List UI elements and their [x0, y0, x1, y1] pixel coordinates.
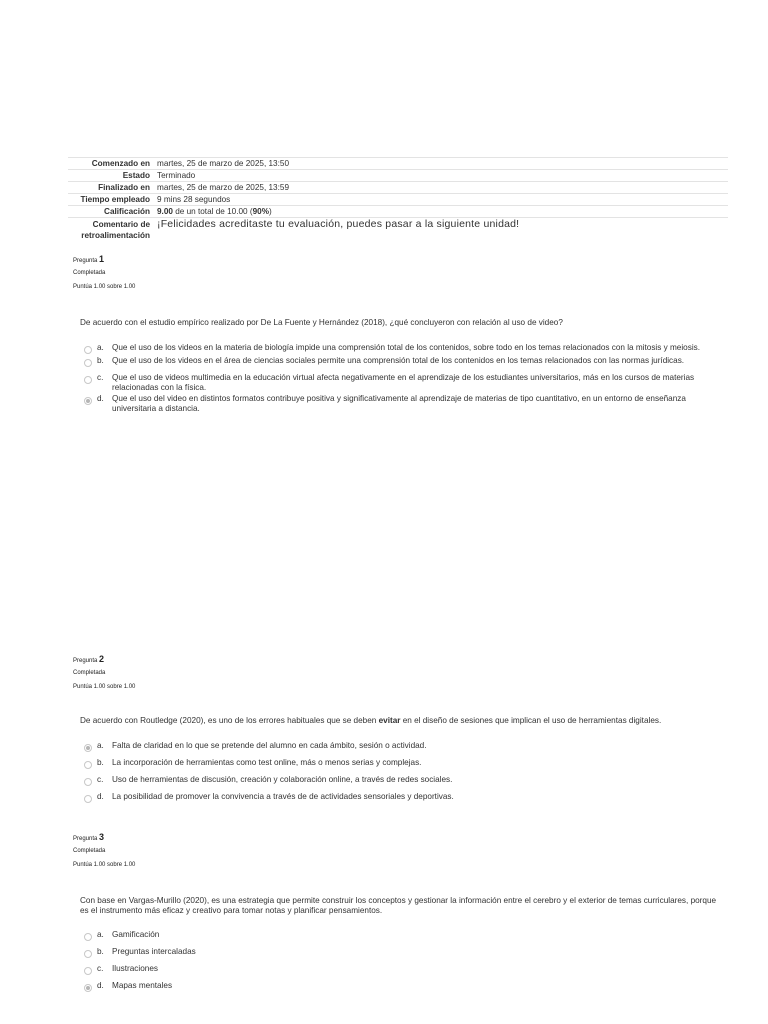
option-letter: b.	[97, 356, 104, 365]
radio-button[interactable]	[84, 359, 92, 367]
radio-button-checked[interactable]	[84, 744, 92, 752]
radio-button[interactable]	[84, 967, 92, 975]
summary-label: Comenzado en	[91, 159, 150, 168]
question-number	[73, 830, 135, 844]
option-letter: b.	[97, 758, 104, 767]
option-text: Que el uso del video en distintos formatos contribuye positiva y significativamente al aprendizaje de materias de tipo cuantitativo, en un entorno de enseñanza universitaria a distancia.	[112, 394, 686, 413]
option-letter: a.	[97, 741, 104, 750]
summary-row-finished	[68, 182, 728, 194]
radio-button[interactable]	[84, 778, 92, 786]
option-text: La incorporación de herramientas como test online, más o menos serias y complejas.	[112, 758, 422, 767]
question-text-emphasis: evitar	[378, 716, 401, 725]
answer-option[interactable]	[84, 343, 724, 354]
option-text: Falta de claridad en lo que se pretende del alumno en cada ámbito, sesión o actividad.	[112, 741, 427, 750]
grade-total: de un total de 10.00 (	[172, 207, 253, 216]
radio-button[interactable]	[84, 376, 92, 384]
summary-row-state	[68, 170, 728, 182]
option-text: Que el uso de videos multimedia en la educación virtual afecta negativamente en el aprendizaje de los estudiantes universitarios, más en los cursos de materias relacionadas con la física.	[112, 373, 695, 392]
question-score: Puntúa 1.00 sobre 1.00	[73, 684, 136, 690]
option-letter: c.	[97, 373, 104, 382]
summary-value: martes, 25 de marzo de 2025, 13:50	[157, 159, 289, 168]
question-score: Puntúa 1.00 sobre 1.00	[73, 284, 136, 290]
option-text: Que el uso de los videos en el área de ciencias sociales permite una comprensión total de los contenidos en los temas relacionados con las normas jurídicas.	[112, 356, 685, 365]
answer-options	[84, 741, 724, 803]
answer-option[interactable]	[84, 947, 724, 958]
answer-option[interactable]	[84, 964, 724, 975]
option-text: Mapas mentales	[112, 981, 173, 990]
question-text-part: De acuerdo con Routledge (2020), es uno de los errores habituales que se deben	[80, 716, 379, 725]
question-status: Completada	[73, 270, 106, 276]
question-number-value: 1	[99, 254, 105, 264]
option-text: Que el uso de los videos en la materia de biología impide una comprensión total de los contenidos, sobre todo en los temas relacionados con la mitosis y meiosis.	[112, 343, 701, 352]
option-text: La posibilidad de promover la convivencia a través de de actividades sensoriales y deportivas.	[112, 792, 454, 801]
radio-button-checked[interactable]	[84, 397, 92, 405]
question-text-part: en el diseño de sesiones que implican el uso de herramientas digitales.	[400, 716, 662, 725]
radio-button[interactable]	[84, 795, 92, 803]
option-letter: b.	[97, 947, 104, 956]
question-score: Puntúa 1.00 sobre 1.00	[73, 862, 136, 868]
option-letter: c.	[97, 964, 104, 973]
summary-label	[68, 218, 157, 242]
question-status: Completada	[73, 670, 106, 676]
radio-button[interactable]	[84, 761, 92, 769]
answer-option[interactable]	[84, 930, 724, 941]
radio-button[interactable]	[84, 950, 92, 958]
question-prefix: Pregunta	[73, 258, 98, 264]
option-letter: d.	[97, 792, 104, 801]
question-info	[73, 652, 135, 694]
summary-value: Terminado	[157, 171, 196, 180]
question-number	[73, 652, 135, 666]
question-number-value: 2	[99, 654, 105, 664]
option-letter: d.	[97, 394, 104, 403]
feedback-label-line1: Comentario de	[92, 220, 150, 229]
grade-percent: 90%	[252, 207, 269, 216]
summary-label: Tiempo empleado	[80, 195, 150, 204]
grade-close: )	[269, 207, 272, 216]
answer-option-selected[interactable]	[84, 981, 724, 992]
answer-options	[84, 343, 724, 413]
feedback-text: ¡Felicidades acreditaste tu evaluación, puedes pasar a la siguiente unidad!	[157, 218, 520, 230]
option-letter: d.	[97, 981, 104, 990]
question-status: Completada	[73, 848, 106, 854]
radio-button[interactable]	[84, 933, 92, 941]
summary-row-started	[68, 158, 728, 170]
summary-value: 9 mins 28 segundos	[157, 195, 231, 204]
question-info	[73, 830, 135, 872]
summary-row-feedback	[68, 218, 728, 242]
attempt-summary-table	[68, 157, 728, 241]
question-prefix: Pregunta	[73, 836, 98, 842]
summary-label: Finalizado en	[98, 183, 150, 192]
question-text: Con base en Vargas-Murillo (2020), es una estrategia que permite construir los conceptos y gestionar la información entre el cerebro y el exterior de temas curriculares, porque es el instrumento más eficaz y creativo para tomar notas y planificar pensamientos.	[80, 896, 717, 915]
option-text: Ilustraciones	[112, 964, 158, 973]
question-text: De acuerdo con el estudio empírico realizado por De La Fuente y Hernández (2018), ¿qué concluyeron con relación al uso de video?	[80, 318, 563, 327]
option-text: Uso de herramientas de discusión, creación y colaboración online, a través de redes sociales.	[112, 775, 453, 784]
option-text: Preguntas intercaladas	[112, 947, 196, 956]
question-prefix: Pregunta	[73, 658, 98, 664]
answer-option[interactable]	[84, 356, 724, 367]
option-letter: a.	[97, 343, 104, 352]
summary-row-grade	[68, 206, 728, 218]
answer-option[interactable]	[84, 775, 724, 786]
option-letter: a.	[97, 930, 104, 939]
grade-score: 9.00	[157, 207, 173, 216]
summary-label: Calificación	[104, 207, 150, 216]
question-number-value: 3	[99, 832, 105, 842]
summary-row-time	[68, 194, 728, 206]
answer-option-selected[interactable]	[84, 741, 724, 752]
option-text: Gamificación	[112, 930, 160, 939]
answer-option[interactable]	[84, 373, 724, 392]
answer-options	[84, 930, 724, 992]
summary-value: martes, 25 de marzo de 2025, 13:59	[157, 183, 289, 192]
answer-option[interactable]	[84, 792, 724, 803]
answer-option-selected[interactable]	[84, 394, 724, 413]
summary-label: Estado	[122, 171, 150, 180]
option-letter: c.	[97, 775, 104, 784]
radio-button[interactable]	[84, 346, 92, 354]
feedback-label-line2: retroalimentación	[81, 231, 150, 240]
radio-button-checked[interactable]	[84, 984, 92, 992]
question-number	[73, 252, 135, 266]
answer-option[interactable]	[84, 758, 724, 769]
question-info	[73, 252, 135, 294]
grade-value	[157, 206, 728, 218]
question-text	[80, 716, 720, 726]
